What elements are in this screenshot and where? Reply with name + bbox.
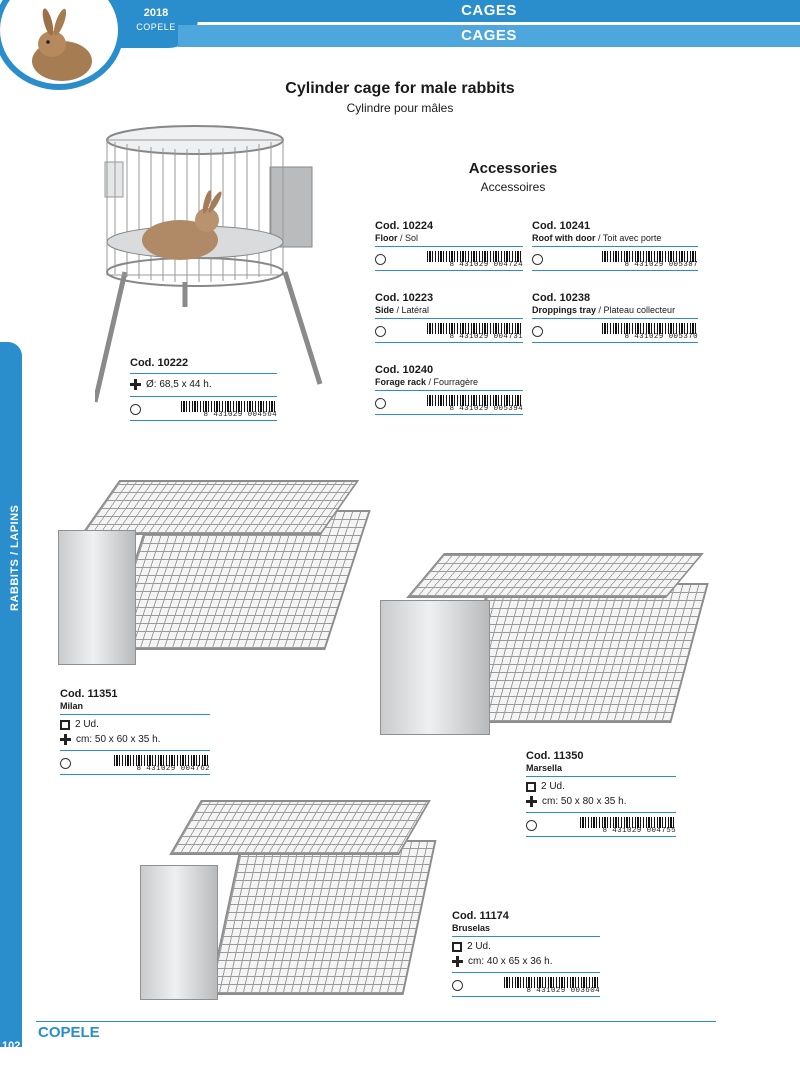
dimension-row bbox=[60, 732, 210, 747]
accessory-name-en: Floor bbox=[375, 233, 398, 243]
accessory-name bbox=[532, 233, 698, 244]
accessory-name-fr: / Latéral bbox=[394, 305, 430, 315]
rabbit-icon bbox=[0, 0, 120, 86]
barcode-number: 8 431029 004762 bbox=[136, 764, 210, 773]
divider bbox=[452, 996, 600, 997]
footer-brand: COPELE bbox=[38, 1024, 100, 1041]
milan-cage-image bbox=[58, 470, 358, 690]
cage-spec bbox=[526, 750, 676, 837]
dimension-icon bbox=[60, 734, 71, 745]
accessory-name bbox=[375, 377, 523, 388]
barcode-row bbox=[130, 400, 277, 418]
select-circle-icon[interactable] bbox=[130, 404, 141, 415]
barcode-number: 8 431029 004755 bbox=[602, 826, 676, 835]
cage-name: Bruselas bbox=[452, 923, 491, 933]
divider bbox=[452, 972, 600, 973]
barcode-row bbox=[452, 976, 600, 994]
cage-spec bbox=[60, 688, 210, 775]
divider bbox=[375, 414, 523, 415]
divider bbox=[130, 373, 277, 374]
marsella-cage-image bbox=[380, 548, 700, 738]
accessory-code: Cod. 10224 bbox=[375, 220, 434, 232]
select-circle-icon[interactable] bbox=[375, 326, 386, 337]
barcode-row bbox=[375, 250, 523, 268]
footer-divider bbox=[36, 1021, 716, 1022]
cage-wire-roof bbox=[406, 553, 704, 598]
divider bbox=[526, 812, 676, 813]
barcode bbox=[504, 977, 600, 994]
divider bbox=[60, 750, 210, 751]
barcode-number: 8 431029 004564 bbox=[203, 410, 277, 419]
accessory-name-fr: / Fourragère bbox=[426, 377, 479, 387]
barcode bbox=[602, 251, 698, 268]
accessory-name-en: Forage rack bbox=[375, 377, 427, 387]
accessory-name-en: Roof with door bbox=[532, 233, 596, 243]
divider bbox=[375, 342, 523, 343]
units-row bbox=[60, 717, 210, 732]
cage-wire-roof bbox=[169, 800, 431, 855]
barcode bbox=[181, 401, 277, 418]
header-category-band: CAGES bbox=[178, 0, 800, 22]
barcode-row bbox=[532, 250, 698, 268]
dimension-row bbox=[130, 377, 277, 392]
divider bbox=[375, 390, 523, 391]
barcode-number: 8 431029 003604 bbox=[526, 986, 600, 995]
accessory-code: Cod. 10223 bbox=[375, 292, 434, 304]
units-value: 2 Ud. bbox=[541, 781, 565, 792]
barcode-row bbox=[532, 322, 698, 340]
box-icon bbox=[526, 782, 536, 792]
rabbit-logo bbox=[0, 0, 124, 90]
catalog-brand-small: COPELE bbox=[136, 22, 176, 32]
dimension-icon bbox=[452, 956, 463, 967]
accessory-name bbox=[532, 305, 698, 316]
select-circle-icon[interactable] bbox=[526, 820, 537, 831]
barcode bbox=[114, 755, 210, 772]
box-icon bbox=[452, 942, 462, 952]
units-value: 2 Ud. bbox=[467, 941, 491, 952]
accessory-item bbox=[375, 364, 523, 415]
divider bbox=[130, 396, 277, 397]
accessory-name-fr: / Plateau collecteur bbox=[596, 305, 676, 315]
barcode-row bbox=[375, 394, 523, 412]
header-category-band-secondary: CAGES bbox=[178, 25, 800, 47]
barcode-row bbox=[526, 816, 676, 834]
divider bbox=[60, 774, 210, 775]
accessory-name bbox=[375, 305, 523, 316]
accessories-subtitle: Accessoires bbox=[480, 180, 546, 194]
divider bbox=[532, 246, 698, 247]
accessory-item bbox=[375, 292, 523, 343]
cage-name: Milan bbox=[60, 701, 84, 711]
barcode-number: 8 431029 004731 bbox=[449, 332, 523, 341]
dimension-value: cm: 40 x 65 x 36 h. bbox=[468, 956, 553, 967]
catalog-year-value: 2018 bbox=[143, 7, 169, 19]
divider bbox=[532, 318, 698, 319]
divider bbox=[375, 318, 523, 319]
dimension-icon bbox=[130, 379, 141, 390]
accessory-name-fr: / Sol bbox=[397, 233, 419, 243]
side-category-label: RABBITS / LAPINS bbox=[9, 504, 21, 611]
accessory-code: Cod. 10241 bbox=[532, 220, 591, 232]
dimension-row bbox=[452, 954, 600, 969]
barcode-row bbox=[60, 754, 210, 772]
feeder-hopper bbox=[380, 600, 490, 735]
cage-wire-roof bbox=[81, 480, 360, 535]
barcode-number: 8 431029 005370 bbox=[624, 332, 698, 341]
barcode bbox=[580, 817, 676, 834]
divider bbox=[532, 270, 698, 271]
cage-name: Marsella bbox=[526, 763, 563, 773]
divider bbox=[375, 246, 523, 247]
barcode-number: 8 431029 005387 bbox=[624, 260, 698, 269]
accessories-title: Accessories bbox=[468, 160, 558, 177]
cage-wire-body bbox=[209, 840, 437, 995]
accessory-name-en: Droppings tray bbox=[532, 305, 597, 315]
divider bbox=[452, 936, 600, 937]
page-number: 102 bbox=[2, 1040, 21, 1052]
main-product-spec bbox=[130, 357, 277, 421]
divider bbox=[526, 776, 676, 777]
divider bbox=[60, 714, 210, 715]
accessory-item bbox=[532, 292, 698, 343]
cage-code: Cod. 11351 bbox=[60, 688, 118, 700]
select-circle-icon[interactable] bbox=[452, 980, 463, 991]
barcode-number: 8 431029 005394 bbox=[449, 404, 523, 413]
units-row bbox=[452, 939, 600, 954]
barcode bbox=[427, 323, 523, 340]
dimension-value: cm: 50 x 80 x 35 h. bbox=[542, 796, 627, 807]
cage-code: Cod. 11174 bbox=[452, 910, 509, 922]
dimension-icon bbox=[526, 796, 537, 807]
units-row bbox=[526, 779, 676, 794]
catalog-year bbox=[128, 6, 184, 34]
barcode-row bbox=[375, 322, 523, 340]
cage-code: Cod. 11350 bbox=[526, 750, 584, 762]
select-circle-icon[interactable] bbox=[375, 254, 386, 265]
divider bbox=[532, 342, 698, 343]
select-circle-icon[interactable] bbox=[60, 758, 71, 769]
feeder-hopper bbox=[140, 865, 218, 1000]
barcode bbox=[427, 251, 523, 268]
accessory-name-fr: / Toit avec porte bbox=[595, 233, 662, 243]
product-subtitle: Cylindre pour mâles bbox=[346, 101, 454, 115]
accessory-name-en: Side bbox=[375, 305, 395, 315]
accessory-item bbox=[375, 220, 523, 271]
select-circle-icon[interactable] bbox=[532, 254, 543, 265]
accessory-code: Cod. 10238 bbox=[532, 292, 591, 304]
accessory-name bbox=[375, 233, 523, 244]
divider bbox=[375, 270, 523, 271]
barcode-number: 8 431029 004724 bbox=[449, 260, 523, 269]
cage-spec bbox=[452, 910, 600, 997]
box-icon bbox=[60, 720, 70, 730]
units-value: 2 Ud. bbox=[75, 719, 99, 730]
select-circle-icon[interactable] bbox=[375, 398, 386, 409]
barcode bbox=[602, 323, 698, 340]
product-code: Cod. 10222 bbox=[130, 357, 189, 369]
accessory-item bbox=[532, 220, 698, 271]
dimension-row bbox=[526, 794, 676, 809]
accessory-code: Cod. 10240 bbox=[375, 364, 434, 376]
dimension-value: Ø: 68,5 x 44 h. bbox=[146, 379, 212, 390]
dimension-value: cm: 50 x 60 x 35 h. bbox=[76, 734, 161, 745]
side-category-tab bbox=[0, 342, 22, 1047]
select-circle-icon[interactable] bbox=[532, 326, 543, 337]
side-category-label-wrap bbox=[0, 504, 40, 611]
bruselas-cage-image bbox=[140, 795, 430, 1010]
divider bbox=[130, 420, 277, 421]
product-title: Cylinder cage for male rabbits bbox=[285, 80, 515, 97]
divider bbox=[526, 836, 676, 837]
feeder-hopper bbox=[58, 530, 136, 665]
barcode bbox=[427, 395, 523, 412]
